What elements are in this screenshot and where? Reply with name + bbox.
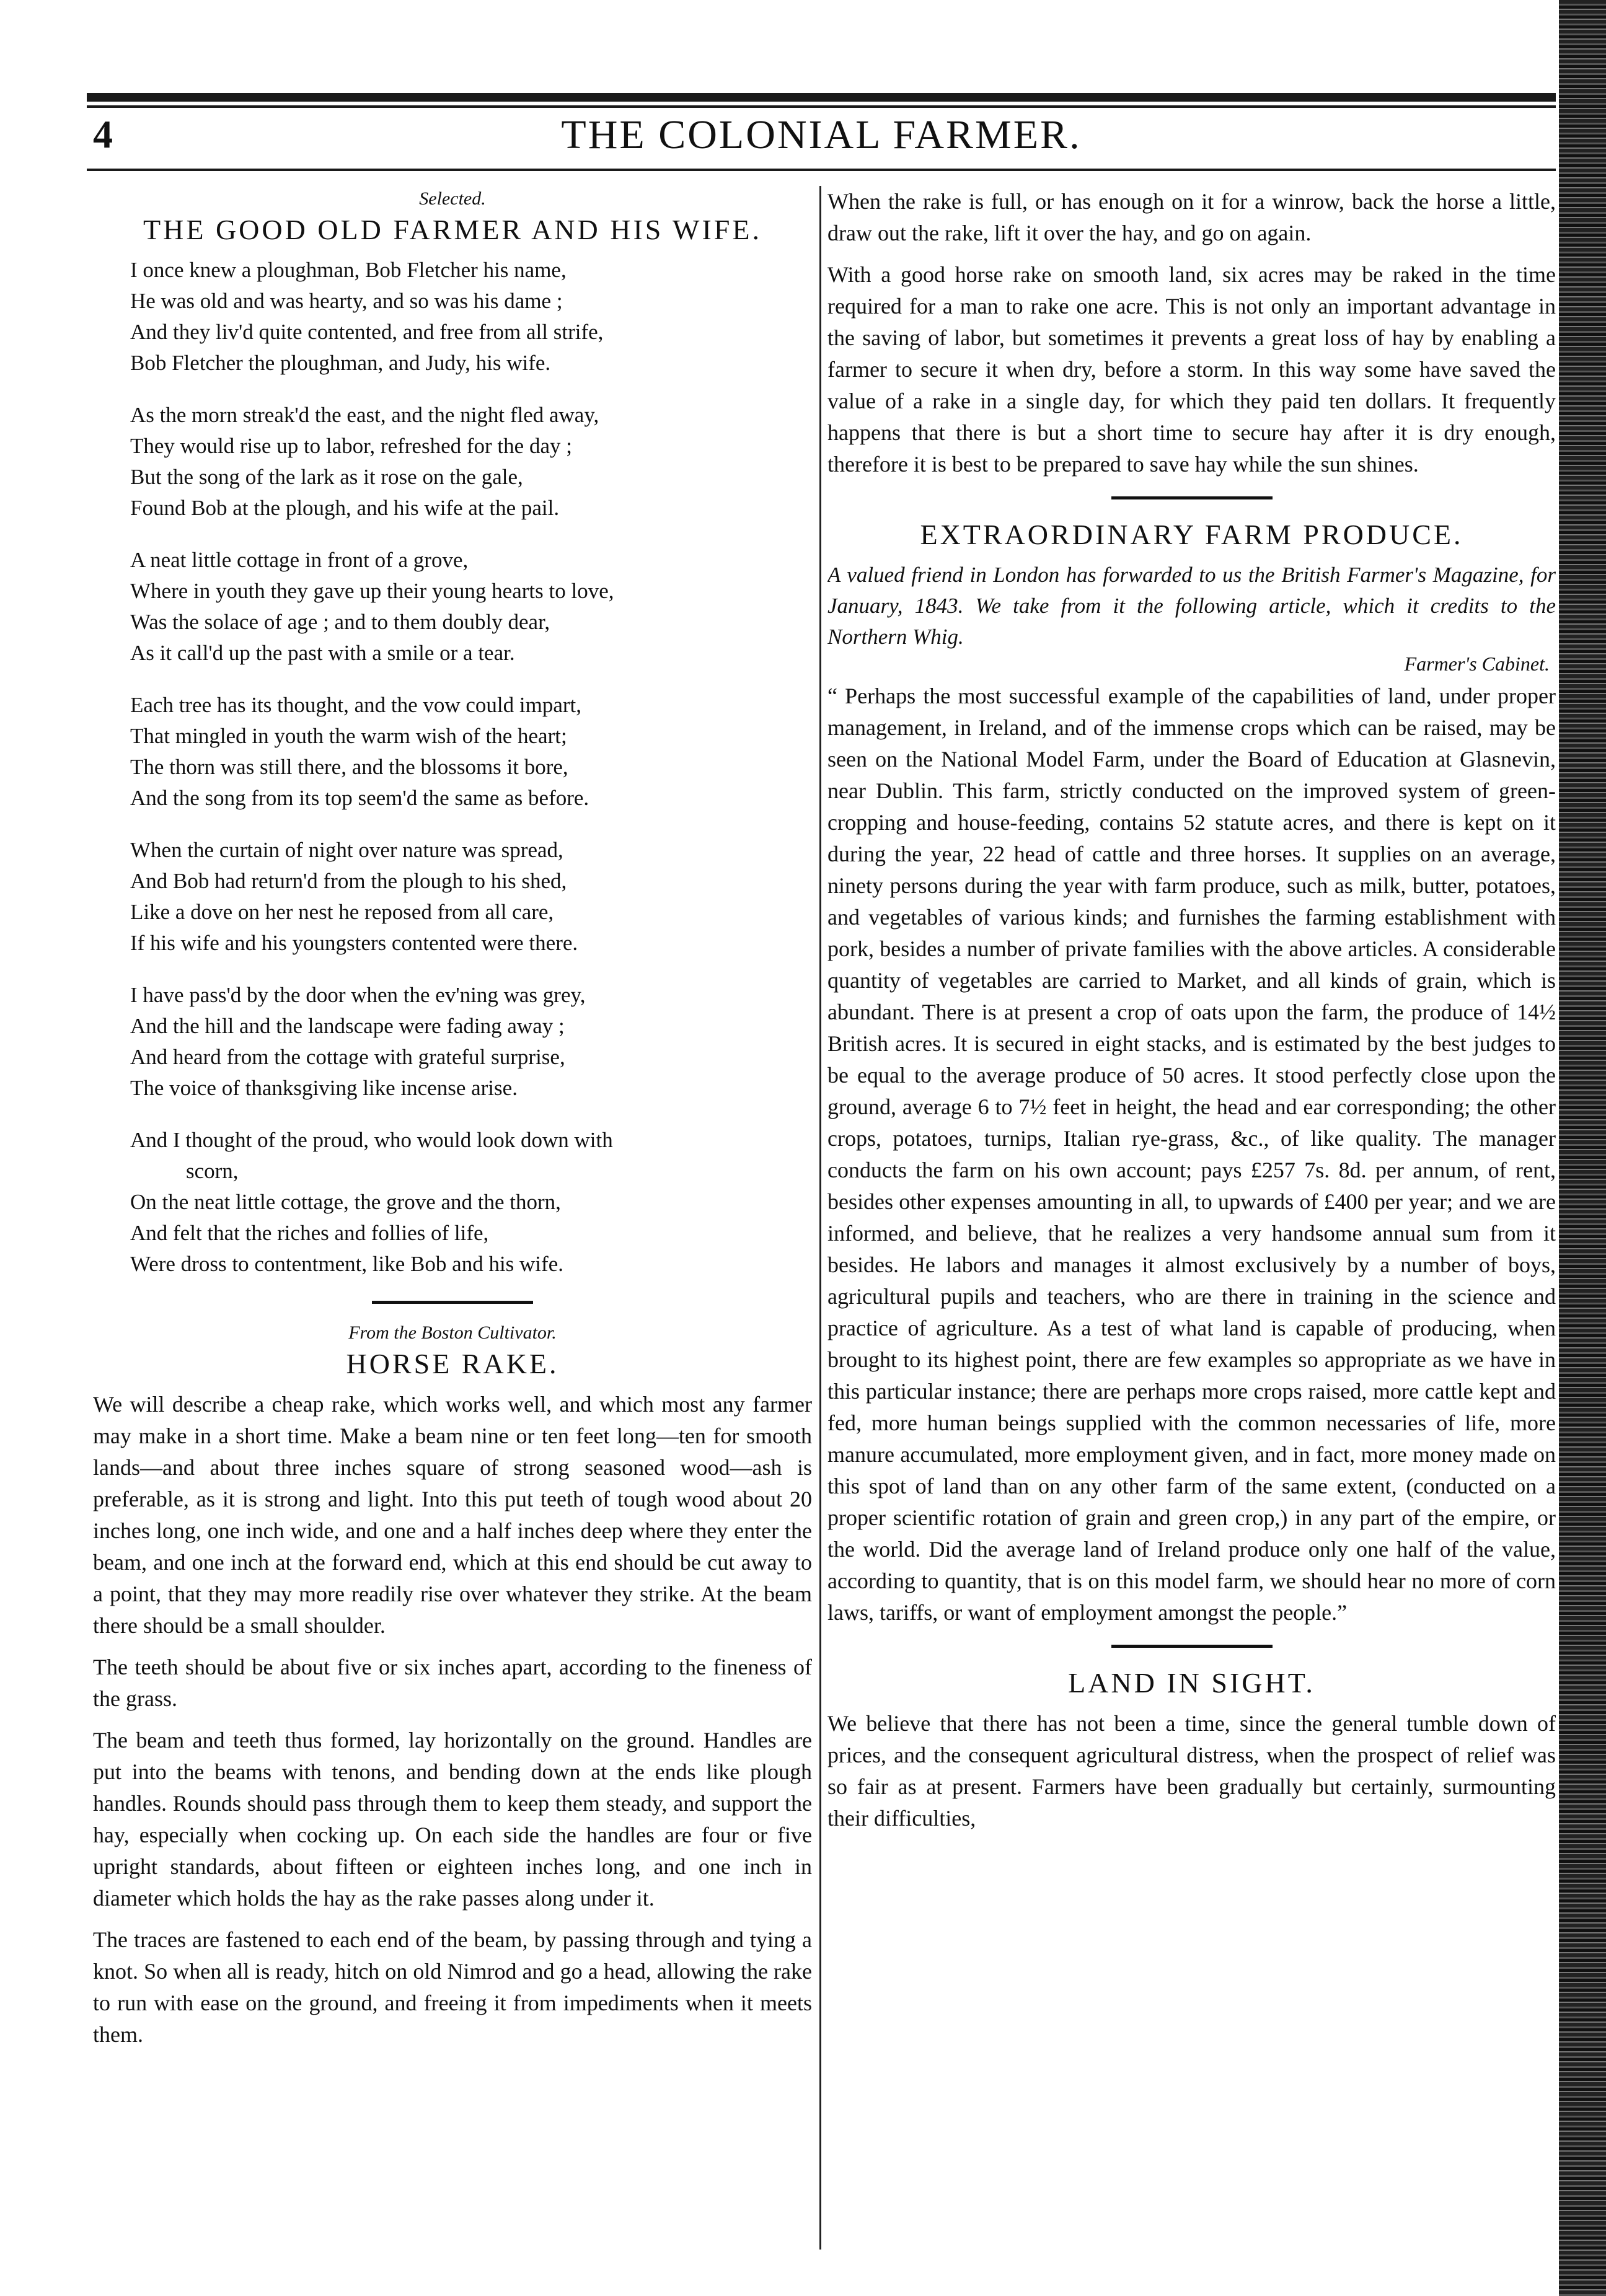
poem-line: Each tree has its thought, and the vow could impart, — [130, 693, 582, 717]
right-column — [827, 186, 1556, 2271]
poem-line: Where in youth they gave up their young hearts to love, — [130, 579, 614, 603]
horse-rake-paragraph: We will describe a cheap rake, which works well, and which most any farmer may make in a short time. Make a beam nine or ten feet long—ten for smooth lands—and about three inches square of strong seasoned wood—ash is preferable, as it is strong and light. Into this put teeth of tough wood about 20 inches long, one inch wide, and one and a half inches deep where they enter the beam, and one inch at the forward end, which at this end should be cut away to a point, that they may more readily rise over whatever they strike. At the beam there should be a small shoulder. — [93, 1392, 812, 1638]
poem-line: On the neat little cottage, the grove and the thorn, — [130, 1190, 561, 1214]
poem-line: And felt that the riches and follies of life, — [130, 1221, 489, 1245]
poem-line: As the morn streak'd the east, and the night fled away, — [130, 403, 599, 427]
poem-line: They would rise up to labor, refreshed for the day ; — [130, 434, 572, 458]
horse-rake-source: From the Boston Cultivator. — [348, 1322, 557, 1343]
land-in-sight-title: LAND IN SIGHT. — [1068, 1667, 1315, 1699]
poem-line: And the song from its top seem'd the same as before. — [130, 786, 589, 810]
left-column — [93, 186, 812, 2271]
poem-line: The voice of thanksgiving like incense arise. — [130, 1076, 518, 1100]
poem-line: He was old and was hearty, and so was his dame ; — [130, 289, 563, 313]
farm-produce-source: Farmer's Cabinet. — [1404, 653, 1550, 675]
poem-line: When the curtain of night over nature was spread, — [130, 838, 563, 862]
poem-stanza — [130, 690, 812, 814]
poem-stanza — [130, 545, 812, 669]
masthead-rule-bottom — [87, 169, 1556, 171]
rake-continued-paragraph: When the rake is full, or has enough on it for a winrow, back the horse a little, draw out the rake, lift it over the hay, and go on again. — [827, 189, 1556, 245]
poem-line-continuation: scorn, — [186, 1159, 239, 1183]
poem-line: Bob Fletcher the ploughman, and Judy, his wife. — [130, 351, 551, 375]
scan-edge-shadow — [1559, 0, 1606, 2296]
section-separator — [1111, 496, 1273, 499]
section-separator — [372, 1301, 533, 1304]
poem-line: And I thought of the proud, who would look down with — [130, 1128, 613, 1152]
poem-line: But the song of the lark as it rose on the gale, — [130, 465, 523, 489]
farm-produce-body: “ Perhaps the most successful example of the capabilities of land, under proper management, in Ireland, and of the immense crops which can be raised, may be seen on the National Model Farm, under the Board of Education at Glasnevin, near Dublin. This farm, strictly conducted on the improved system of green-cropping and house-feeding, contains 52 statute acres, and there is kept on it during the year, 22 head of cattle and three horses. It supplies on an average, ninety persons during the year with farm produce, such as milk, butter, potatoes, and vegetables of various kinds; and furnishes the farming establishment with pork, besides a number of private families with the above articles. A considerable quantity of vegetables are carried to Market, and all kinds of grain, which is abundant. There is at present a crop of oats upon the farm, the produce of 14½ British acres. It is secured in eight stacks, and is estimated by the best judges to be equal to the average produce of 50 acres. It stood perfectly close upon the ground, average 6 to 7½ feet in height, the head and ear corresponding; the other crops, potatoes, turnips, Italian rye-grass, &c., of like quality. The manager conducts the farm on his own account; pays £257 7s. 8d. per annum, of rent, besides other expenses amounting in all, to upwards of £400 per year; and we are informed, and believe, that he realizes a very handsome annual sum from it besides. He labors and manages it almost exclusively by a number of boys, agricultural pupils and teachers, who are there in training in the science and practice of agriculture. As a test of what land is capable of producing, when brought to its highest point, there are few examples so appropriate as we have in this particular instance; there are perhaps more crops raised, more cattle kept and fed, more human beings supplied with the common necessaries of life, more manure accumulated, more employment given, and in fact, more money made on this spot of land than on any other farm of the same extent, (conducted on a proper scientific rotation of grain and green crop,) in any part of the empire, or the world. Did the average land of Ireland produce only one half of the value, according to quantity, that is on this model farm, we should hear no more of corn laws, tariffs, or want of employment amongst the people.” — [827, 684, 1556, 1625]
poem-line: Found Bob at the plough, and his wife at the pail. — [130, 496, 560, 520]
poem-line: The thorn was still there, and the blossoms it bore, — [130, 755, 568, 779]
poem-line: Was the solace of age ; and to them doubly dear, — [130, 610, 550, 634]
poem-title: THE GOOD OLD FARMER AND HIS WIFE. — [143, 214, 762, 245]
masthead-rule-thin — [87, 105, 1556, 108]
newspaper-title: THE COLONIAL FARMER. — [561, 112, 1082, 157]
column-divider — [819, 186, 821, 2250]
poem-line: And heard from the cottage with grateful surprise, — [130, 1045, 565, 1069]
page-number: 4 — [93, 112, 113, 156]
poem-line: I have pass'd by the door when the ev'ning was grey, — [130, 983, 586, 1007]
poem-line: I once knew a ploughman, Bob Fletcher his name, — [130, 258, 567, 282]
farm-produce-title: EXTRAORDINARY FARM PRODUCE. — [920, 519, 1463, 550]
poem-line: Were dross to contentment, like Bob and his wife. — [130, 1252, 563, 1276]
poem-line: That mingled in youth the warm wish of the heart; — [130, 724, 567, 748]
poem-line: If his wife and his youngsters contented were there. — [130, 931, 578, 955]
poem-stanza — [130, 835, 812, 959]
poem-line: And Bob had return'd from the plough to his shed, — [130, 869, 567, 893]
poem-line: And they liv'd quite contented, and free from all strife, — [130, 320, 604, 344]
horse-rake-paragraph: The traces are fastened to each end of the beam, by passing through and tying a knot. So when all is ready, hitch on old Nimrod and go a head, allowing the rake to run with ease on the ground, and freeing it from impediments when it meets them. — [93, 1927, 812, 2047]
poem-stanza — [130, 400, 812, 524]
horse-rake-paragraph: The teeth should be about five or six inches apart, according to the fineness of the grass. — [93, 1655, 812, 1711]
masthead-rule-thick — [87, 93, 1556, 102]
horse-rake-title: HORSE RAKE. — [346, 1348, 559, 1379]
poem-stanza — [130, 980, 812, 1104]
land-in-sight-body: We believe that there has not been a time, since the general tumble down of prices, and the consequent agricultural distress, when the prospect of relief was so fair as at present. Farmers have been gradually but certainly, surmounting their difficulties, — [827, 1711, 1556, 1831]
poem-line: As it call'd up the past with a smile or a tear. — [130, 641, 515, 665]
poem-line: And the hill and the landscape were fading away ; — [130, 1014, 565, 1038]
poem-line: A neat little cottage in front of a grove, — [130, 548, 469, 572]
farm-produce-intro: A valued friend in London has forwarded to us the British Farmer's Magazine, for January, 1843. We take from it the following article, which it credits to the Northern Whig. — [827, 563, 1556, 649]
poem-line: Like a dove on her nest he reposed from all care, — [130, 900, 554, 924]
poem-stanza — [130, 255, 812, 379]
poem-final-stanza — [130, 1125, 812, 1280]
horse-rake-paragraph: The beam and teeth thus formed, lay horizontally on the ground. Handles are put into the beams with tenons, and bending down at the ends like plough handles. Rounds should pass through them to keep them steady, and support the hay, especially when cocking up. On each side the handles are four or five upright standards, about fifteen or eighteen inches long, and one inch in diameter which holds the hay as the rake passes along under it. — [93, 1728, 812, 1911]
poem-selected-label: Selected. — [419, 188, 486, 209]
section-separator — [1111, 1645, 1273, 1648]
rake-continued-paragraph: With a good horse rake on smooth land, six acres may be raked in the time required for a man to rake one acre. This is not only an important advantage in the saving of labor, but sometimes it prevents a great loss of hay by enabling a farmer to secure it when dry, before a storm. In this way some have saved the value of a rake in a single day, for which they paid ten dollars. It frequently happens that there is but a short time to secure hay after it is dry enough, therefore it is best to be prepared to save hay while the sun shines. — [827, 262, 1556, 477]
masthead — [87, 112, 1556, 167]
